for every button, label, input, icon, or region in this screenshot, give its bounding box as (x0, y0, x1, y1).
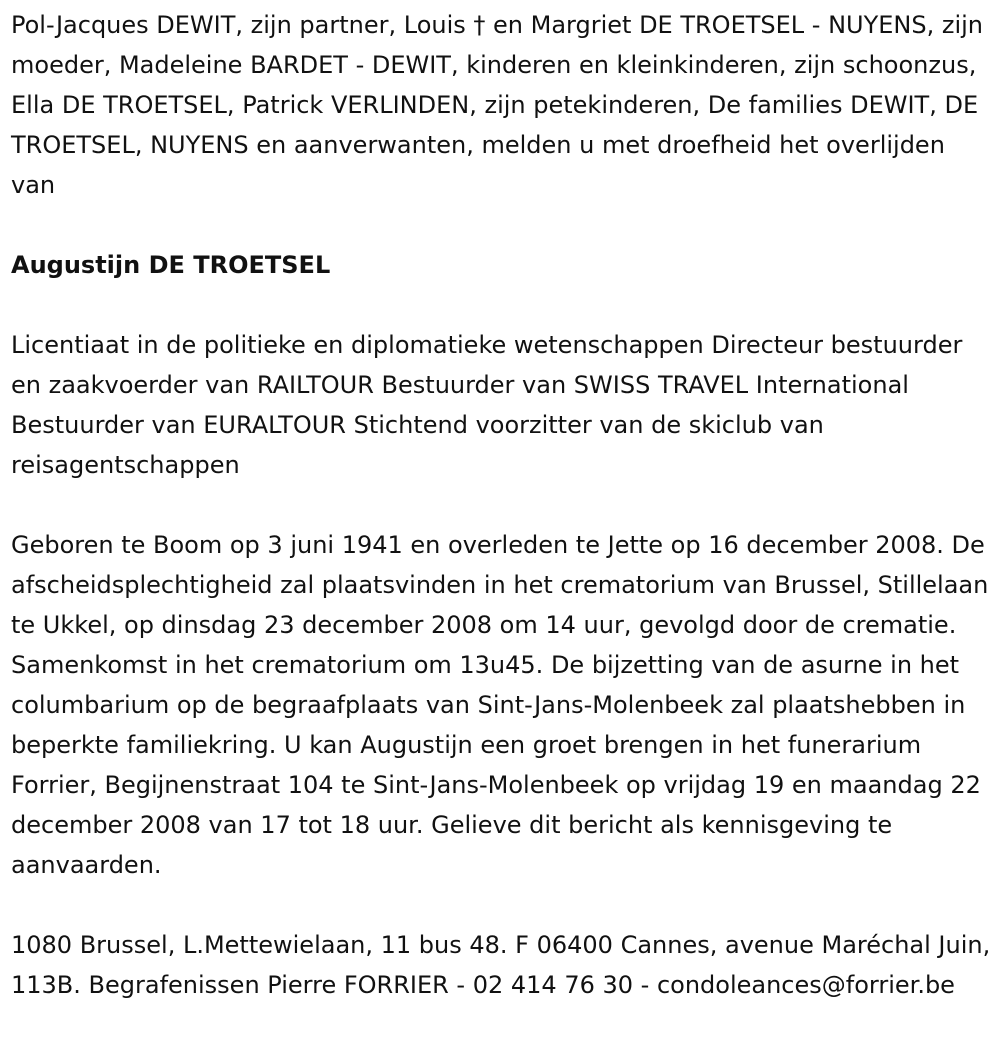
contact-paragraph: 1080 Brussel, L.Mettewielaan, 11 bus 48. F 06400 Cannes, avenue Maréchal Juin, 113B. Begrafenissen Pierre FORRIER - 02 414 76 30 - condoleances@forrier.be (11, 931, 991, 999)
titles-paragraph: Licentiaat in de politieke en diplomatieke wetenschappen Directeur bestuurder en zaakvoerder van RAILTOUR Bestuurder van SWISS TRAVEL International Bestuurder van EURALTOUR Stichtend voorzitter van de skiclub van reisagentschappen (11, 331, 963, 479)
intro-paragraph: Pol-Jacques DEWIT, zijn partner, Louis † en Margriet DE TROETSEL - NUYENS, zijn moeder, Madeleine BARDET - DEWIT, kinderen en kleinkinderen, zijn schoonzus, Ella DE TROETSEL, Patrick VERLINDEN, zijn petekinderen, De families DEWIT, DE TROETSEL, NUYENS en aanverwanten, melden u met droefheid het overlijden van (11, 11, 984, 199)
deceased-name: Augustijn DE TROETSEL (11, 251, 331, 279)
details-paragraph: Geboren te Boom op 3 juni 1941 en overleden te Jette op 16 december 2008. De afscheidsplechtigheid zal plaatsvinden in het crematorium van Brussel, Stillelaan te Ukkel, op dinsdag 23 december 2008 om 14 uur, gevolgd door de crematie. Samenkomst in het crematorium om 13u45. De bijzetting van de asurne in het columbarium op de begraafplaats van Sint-Jans-Molenbeek zal plaatshebben in beperkte familiekring. U kan Augustijn een groet brengen in het funerarium Forrier, Begijnenstraat 104 te Sint-Jans-Molenbeek op vrijdag 19 en maandag 22 december 2008 van 17 tot 18 uur. Gelieve dit bericht als kennisgeving te aanvaarden. (11, 531, 989, 879)
paragraph-spacer (11, 285, 991, 325)
paragraph-spacer (11, 485, 991, 525)
paragraph-spacer (11, 885, 991, 925)
obituary-notice (11, 5, 991, 1005)
paragraph-spacer (11, 205, 991, 245)
